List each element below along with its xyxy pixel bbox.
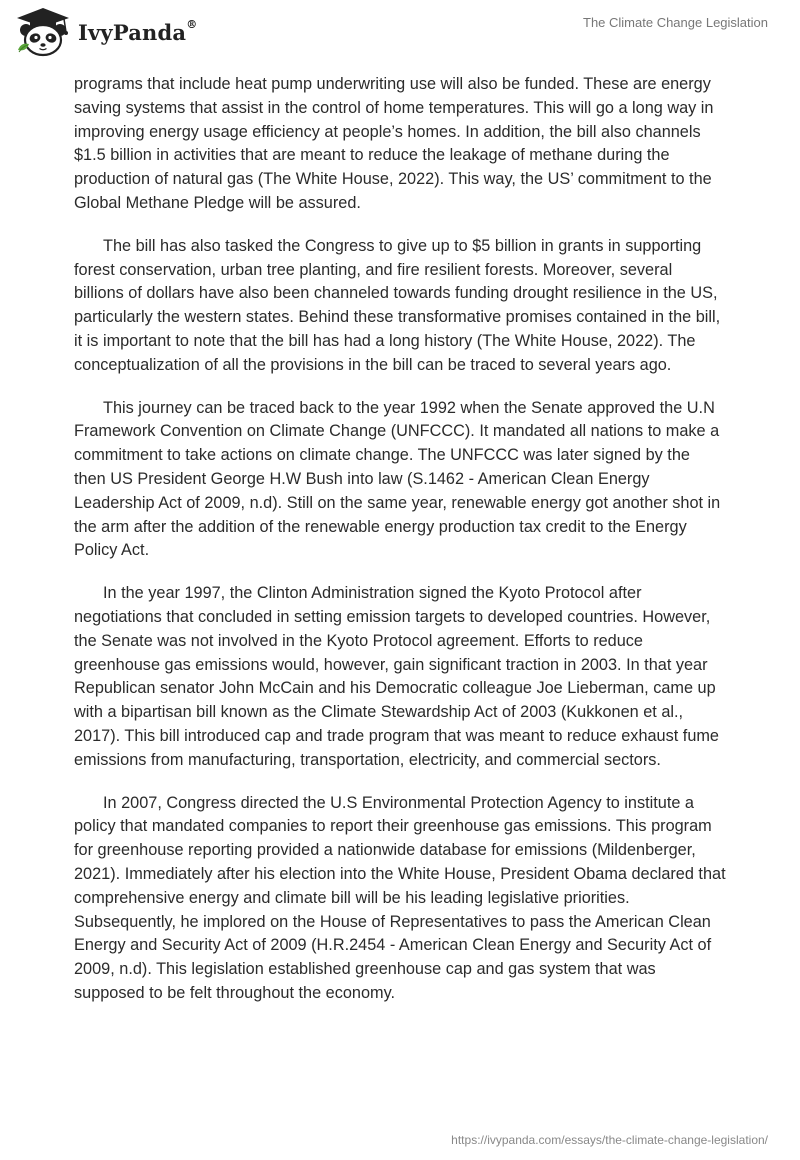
panda-graduate-icon: [14, 6, 72, 58]
source-url[interactable]: https://ivypanda.com/essays/the-climate-change-legislation/: [451, 1133, 768, 1147]
paragraph: programs that include heat pump underwriting use will also be funded. These are energy saving systems that assist in the control of home temperatures. This will go a long way in improving energy usage efficiency at people’s homes. In addition, the bill also channels $1.5 billion in activities that are meant to reduce the leakage of methane during the production of natural gas (The White House, 2022). This way, the US’ commitment to the Global Methane Pledge will be assured.: [74, 75, 714, 212]
page-header: [0, 0, 800, 64]
brand-name: IvyPanda®: [78, 17, 198, 45]
paragraph: This journey can be traced back to the year 1992 when the Senate approved the U.N Framework Convention on Climate Change (UNFCCC). It mandated all nations to make a commitment to take actions on climate change. The UNFCCC was later signed by the then US President George H.W Bush into law (S.1462 - American Clean Energy Leadership Act of 2009, n.d). Still on the same year, renewable energy got another shot in the arm after the addition of the renewable energy production tax credit to the Energy Policy Act.: [74, 398, 721, 560]
paragraph: In the year 1997, the Clinton Administration signed the Kyoto Protocol after negotiations that concluded in setting emission targets to developed countries. However, the Senate was not involved in the Kyoto Protocol agreement. Efforts to reduce greenhouse gas emissions would, however, gain significant traction in 2003. In that year Republican senator John McCain and his Democratic colleague Joe Lieberman, came up with a bipartisan bill known as the Climate Stewardship Act of 2003 (Kukkonen et al., 2017). This bill introduced cap and trade program that was meant to reduce exhaust fume emissions from manufacturing, transportation, electricity, and commercial sectors.: [74, 584, 719, 769]
paragraph: The bill has also tasked the Congress to give up to $5 billion in grants in supporting forest conservation, urban tree planting, and fire resilient forests. Moreover, several billions of dollars have also been channeled towards funding drought resilience in the US, particularly the western states. Behind these transformative promises contained in the bill, it is important to note that the bill has had a long history (The White House, 2022). The conceptualization of all the provisions in the bill can be traced to several years ago.: [74, 236, 721, 374]
document-title: The Climate Change Legislation: [583, 15, 768, 30]
paragraph: In 2007, Congress directed the U.S Environmental Protection Agency to institute a policy that mandated companies to report their greenhouse gas emissions. This program for greenhouse reporting provided a nationwide database for emissions (Mildenberger, 2021). Immediately after his election into the White House, President Obama declared that comprehensive energy and climate bill will be his leading legislative priorities. Subsequently, he implored on the House of Representatives to pass the American Clean Energy and Security Act of 2009 (H.R.2454 - American Clean Energy and Security Act of 2009, n.d). This legislation established greenhouse cap and gas system that was supposed to be felt throughout the economy.: [74, 793, 726, 1002]
essay-body: [74, 73, 726, 1025]
trademark-mark: ®: [186, 17, 198, 31]
brand-logo[interactable]: [14, 6, 197, 58]
